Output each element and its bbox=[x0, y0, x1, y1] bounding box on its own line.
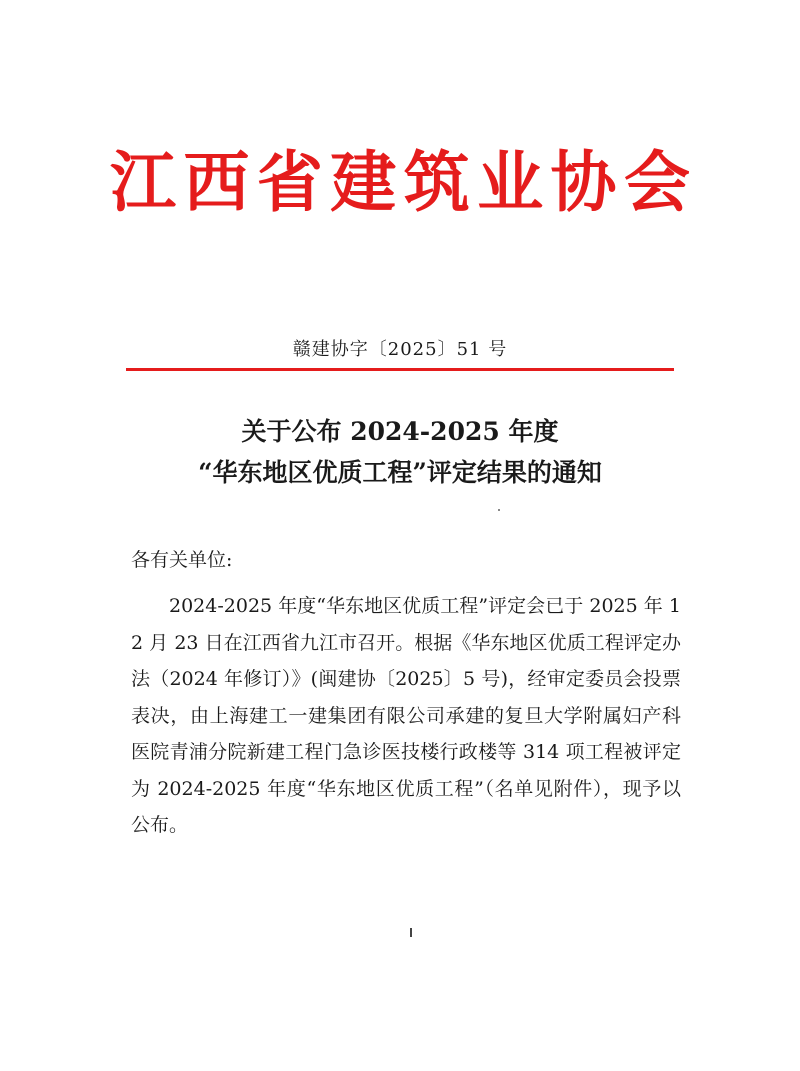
document-number: 赣建协字〔2025〕51 号 bbox=[292, 339, 508, 360]
notice-title-line-1: 关于公布 2024-2025 年度 bbox=[241, 417, 559, 446]
letterhead-char: 西 bbox=[183, 144, 250, 221]
letterhead-char: 业 bbox=[477, 144, 544, 221]
letterhead-char: 协 bbox=[550, 144, 617, 221]
letterhead-char: 建 bbox=[330, 144, 397, 221]
notice-title-line-2: “华东地区优质工程”评定结果的通知 bbox=[198, 458, 602, 487]
red-divider-line bbox=[126, 368, 674, 371]
body-paragraph: 2024-2025 年度“华东地区优质工程”评定会已于 2025 年 12 月 23 日在江西省九江市召开。根据《华东地区优质工程评定办法（2024 年修订）》(闽建协〔2025〕5 号)，经审定委员会投票表决，由上海建工一建集团有限公司承建的复旦大学附属妇产科医院青浦分院新建工程门急诊医技楼行政楼等 314 项工程被评定为 2024-2025 年度“华东地区优质工程”（名单见附件），现予以公布。 bbox=[131, 595, 681, 836]
letterhead-char: 江 bbox=[110, 144, 176, 221]
salutation: 各有关单位: bbox=[131, 549, 233, 571]
letterhead-char: 省 bbox=[256, 144, 323, 221]
letterhead-org-name bbox=[110, 128, 690, 238]
scan-speck bbox=[498, 509, 500, 511]
letterhead-char: 会 bbox=[623, 144, 690, 221]
letterhead-char: 筑 bbox=[403, 144, 470, 221]
page-mark bbox=[410, 928, 412, 937]
